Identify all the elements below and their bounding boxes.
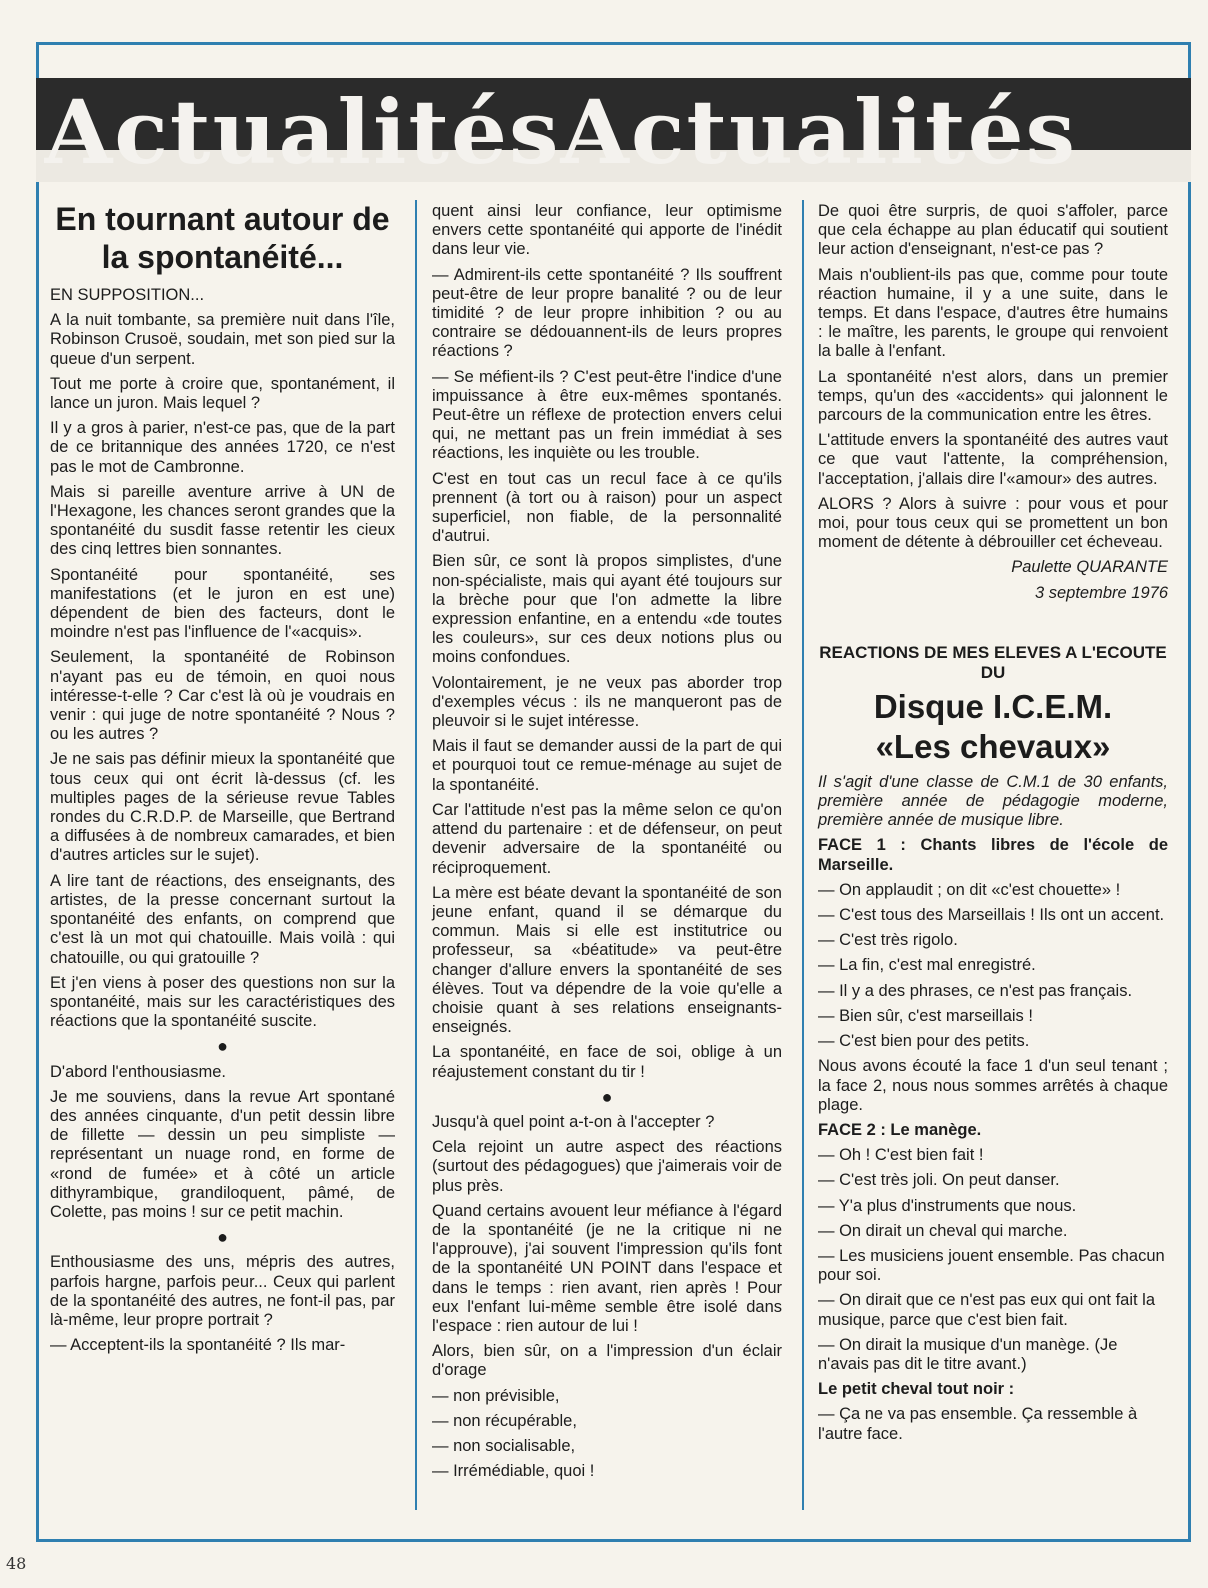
paragraph: Volontairement, je ne veux pas aborder trop d'exemples vécus : ils ne manqueront pas de pleuvoir si le sujet intéresse.: [432, 673, 782, 731]
paragraph: — On dirait un cheval qui marche.: [818, 1221, 1068, 1240]
paragraph: — C'est très joli. On peut danser.: [818, 1171, 1060, 1190]
paragraph: Mais si pareille aventure arrive à UN de l'Hexagone, les chances seront grandes que la spontanéité du susdit fasse retentir les cieux des cinq lettres bien sonnantes.: [50, 482, 395, 559]
reactions-heading: REACTIONS DE MES ELEVES A L'ECOUTE DU: [819, 642, 1167, 682]
paragraph: A lire tant de réactions, des enseignants, des artistes, de la presse concernant surtout la spontanéité des enfants, on comprend que c'est là un mot qui chatouille. Mais voilà : qui chatouille, ou qui gratouille ?: [50, 871, 395, 967]
paragraph: C'est en tout cas un recul face à ce qu'ils prennent (à tort ou à raison) pour un aspect superficiel, non fiable, de la personnalité d'autrui.: [432, 469, 782, 546]
paragraph: Mais il faut se demander aussi de la part de qui et pourquoi tout ce remue-ménage au sujet de la spontanéité.: [432, 737, 782, 794]
article-column-2: [432, 202, 782, 1487]
paragraph: La mère est béate devant la spontanéité de son jeune enfant, quand il se démarque du commun. Mais si elle est institutrice ou professeur, sa «béatitude» va peut-être changer d'allure envers la spontanéité de ses élèves. Tout va dépendre de la voie qu'elle a choisie quant à ses relations enseignants-enseignés.: [432, 883, 782, 1037]
petit-cheval-quotes: [818, 1405, 1168, 1443]
paragraph: quent ainsi leur confiance, leur optimisme envers cette spontanéité qui apporte de l'inédit dans leur vie.: [432, 202, 782, 259]
article-column-1: [50, 200, 395, 1361]
paragraph: Enthousiasme des uns, mépris des autres, parfois hargne, parfois peur... Ceux qui parlent de la spontanéité des autres, ne font-il pas, par là-même, leur propre portrait ?: [50, 1253, 395, 1329]
paragraph: Je me souviens, dans la revue Art spontané des années cinquante, d'un petit dessin libre de fillette — dessin un peu simpliste — représentant un nuage rond, en forme de «rond de fumée» et à côté un article dithyrambique, grandiloquent, pâmé, de Colette, pas moins ! sur ce petit machin.: [50, 1087, 395, 1221]
paragraph: — Se méfient-ils ? C'est peut-être l'indice d'une impuissance à être eux-mêmes spontanés. Peut-être un réflexe de protection envers celui qui, ne mettant pas un frein immédiat à ses réactions, les inquiète ou les trouble.: [432, 367, 782, 463]
record-title-line-2: «Les chevaux»: [875, 727, 1111, 765]
column-rule: [415, 200, 417, 1510]
paragraph: Alors, bien sûr, on a l'impression d'un éclair d'orage: [432, 1342, 782, 1380]
paragraph: L'attitude envers la spontanéité des autres vaut ce que vaut l'attente, la compréhension, l'acceptation, j'allais dire l'«amour» des autres.: [818, 431, 1168, 488]
face-2-title: FACE 2 : Le manège.: [818, 1120, 982, 1139]
paragraph: De quoi être surpris, de quoi s'affoler, parce que cela échappe au plan éducatif qui soutient leur action d'enseignant, n'est-ce pas ?: [818, 202, 1168, 259]
paragraph: — Les musiciens jouent ensemble. Pas chacun pour soi.: [818, 1246, 1165, 1285]
paragraph: Cela rejoint un autre aspect des réactions (surtout des pédagogues) que j'aimerais voir de plus près.: [432, 1138, 782, 1195]
paragraph: — Il y a des phrases, ce n'est pas français.: [818, 981, 1133, 1000]
reactions-intro: Il s'agit d'une classe de C.M.1 de 30 enfants, première année de pédagogie moderne, première année de musique libre.: [818, 772, 1168, 830]
paragraph: A la nuit tombante, sa première nuit dans l'île, Robinson Crusoë, soudain, met son pied sur la queue d'un serpent.: [50, 311, 395, 368]
paragraph: ALORS ? Alors à suivre : pour vous et pour moi, pour tous ceux qui se promettent un bon moment de détente à débrouiller cet écheveau.: [818, 494, 1168, 552]
paragraph: — Y'a plus d'instruments que nous.: [818, 1196, 1077, 1215]
column-2-body: [432, 202, 782, 1481]
paragraph: — Oh ! C'est bien fait !: [818, 1146, 984, 1165]
paragraph: Jusqu'à quel point a-t-on à l'accepter ?: [432, 1112, 715, 1131]
article-date: 3 septembre 1976: [1034, 583, 1168, 602]
paragraph: Mais n'oublient-ils pas que, comme pour toute réaction humaine, il y a une suite, dans le temps. Et dans l'espace, d'autres être humains : le maître, les parents, le groupe qui renvoient la balle à l'enfant.: [818, 265, 1168, 361]
paragraph: EN SUPPOSITION...: [50, 286, 205, 304]
page-number: 48: [6, 1554, 27, 1573]
paragraph: Tout me porte à croire que, spontanément, il lance un juron. Mais lequel ?: [50, 374, 395, 413]
article-column-3: [818, 202, 1168, 1450]
paragraph: — non prévisible,: [432, 1386, 560, 1405]
paragraph: — On applaudit ; on dit «c'est chouette» !: [818, 880, 1121, 899]
paragraph: Seulement, la spontanéité de Robinson n'ayant pas eu de témoin, en quoi nous intéresse-t-elle ? Car c'est là où je voudrais en venir : qui juge de notre spontanéité ? Nous ? ou les autres ?: [50, 648, 395, 744]
paragraph: — Admirent-ils cette spontanéité ? Ils souffrent peut-être de leur propre banalité ? ou de leur timidité ? de leur propre inhibition ? ou au contraire se dédouannent-ils de leurs propres réactions ?: [432, 265, 782, 361]
paragraph: Je ne sais pas définir mieux la spontanéité que tous ceux qui ont écrit là-dessus (cf. les multiples pages de la sérieuse revue Tables rondes du C.R.D.P. de Marseille, que Bertrand a diffusées à de nombreux camarades, et bien d'autres articles sur le sujet).: [50, 750, 395, 865]
petit-cheval-title: Le petit cheval tout noir :: [818, 1380, 1015, 1399]
face-note: Nous avons écouté la face 1 d'un seul tenant ; la face 2, nous nous sommes arrêtés à chaque plage.: [818, 1057, 1168, 1114]
paragraph: — non socialisable,: [432, 1436, 576, 1455]
banner-title: ActualitésActualités: [44, 84, 1078, 180]
record-title-line-1: Disque I.C.E.M.: [873, 687, 1113, 725]
paragraph: — C'est très rigolo.: [818, 931, 958, 950]
paragraph: — Irrémédiable, quoi !: [432, 1462, 595, 1481]
paragraph: Bien sûr, ce sont là propos simplistes, d'une non-spécialiste, mais qui ayant été toujours sur la brèche pour que l'on admette la libre expression enfantine, en a entendu «de toutes les couleurs», sur ces deux notions plus ou moins confondues.: [432, 552, 782, 667]
section-banner: [36, 78, 1191, 182]
section-dot: ●: [601, 1086, 613, 1107]
paragraph: Spontanéité pour spontanéité, ses manifestations (et le juron en est une) dépendent de bien des facteurs, dont le moindre n'est pas l'influence de l'«acquis».: [50, 565, 395, 642]
column-1-body: [50, 286, 395, 1355]
paragraph: Et j'en viens à poser des questions non sur la spontanéité, mais sur les caractéristiques des réactions que la spontanéité suscite.: [50, 973, 395, 1031]
face-1-title: FACE 1 : Chants libres de l'école de Marseille.: [818, 836, 1168, 874]
face-2-quotes: [818, 1146, 1168, 1374]
paragraph: — On dirait que ce n'est pas eux qui ont fait la musique, parce que c'est bien fait.: [818, 1291, 1156, 1329]
record-title: [818, 687, 1168, 767]
paragraph: Quand certains avouent leur méfiance à l'égard de la spontanéité (je ne la critique ni ne l'approuve), j'ai souvent l'impression qu'ils font de la spontanéité UN POINT dans l'espace et dans le temps : rien avant, rien après ! Pour eux l'enfant lui-même semble être isolé dans l'espace : rien autour de lui !: [432, 1201, 782, 1335]
face-1-quotes: [818, 881, 1168, 1051]
paragraph: — Acceptent-ils la spontanéité ? Ils mar-: [50, 1336, 346, 1355]
article-headline: En tournant autour de la spontanéité...: [55, 201, 390, 275]
paragraph: — On dirait la musique d'un manège. (Je n'avais pas dit le titre avant.): [818, 1335, 1118, 1373]
paragraph: — C'est bien pour des petits.: [818, 1032, 1030, 1051]
paragraph: — Bien sûr, c'est marseillais !: [818, 1006, 1033, 1025]
paragraph: — non récupérable,: [432, 1411, 577, 1430]
section-dot: ●: [217, 1227, 228, 1248]
paragraph: — La fin, c'est mal enregistré.: [818, 956, 1036, 975]
column-3-body: [818, 202, 1168, 552]
column-rule: [802, 200, 804, 1510]
paragraph: Il y a gros à parier, n'est-ce pas, que de la part de ce britannique des années 1720, ce n'est pas le mot de Cambronne.: [50, 419, 395, 476]
author-name: Paulette QUARANTE: [1011, 558, 1168, 577]
paragraph: — Ça ne va pas ensemble. Ça ressemble à l'autre face.: [818, 1405, 1138, 1443]
paragraph: — C'est tous des Marseillais ! Ils ont un accent.: [818, 906, 1165, 925]
section-dot: ●: [217, 1036, 228, 1057]
paragraph: La spontanéité, en face de soi, oblige à un réajustement constant du tir !: [432, 1043, 782, 1081]
paragraph: La spontanéité n'est alors, dans un premier temps, qu'un des «accidents» qui jalonnent le parcours de la communication entre les êtres.: [818, 367, 1168, 425]
paragraph: D'abord l'enthousiasme.: [50, 1062, 226, 1081]
paragraph: Car l'attitude n'est pas la même selon ce qu'on attend du partenaire : et de défenseur, on peut devenir adversaire de la spontanéité ou réciproquement.: [432, 800, 782, 877]
